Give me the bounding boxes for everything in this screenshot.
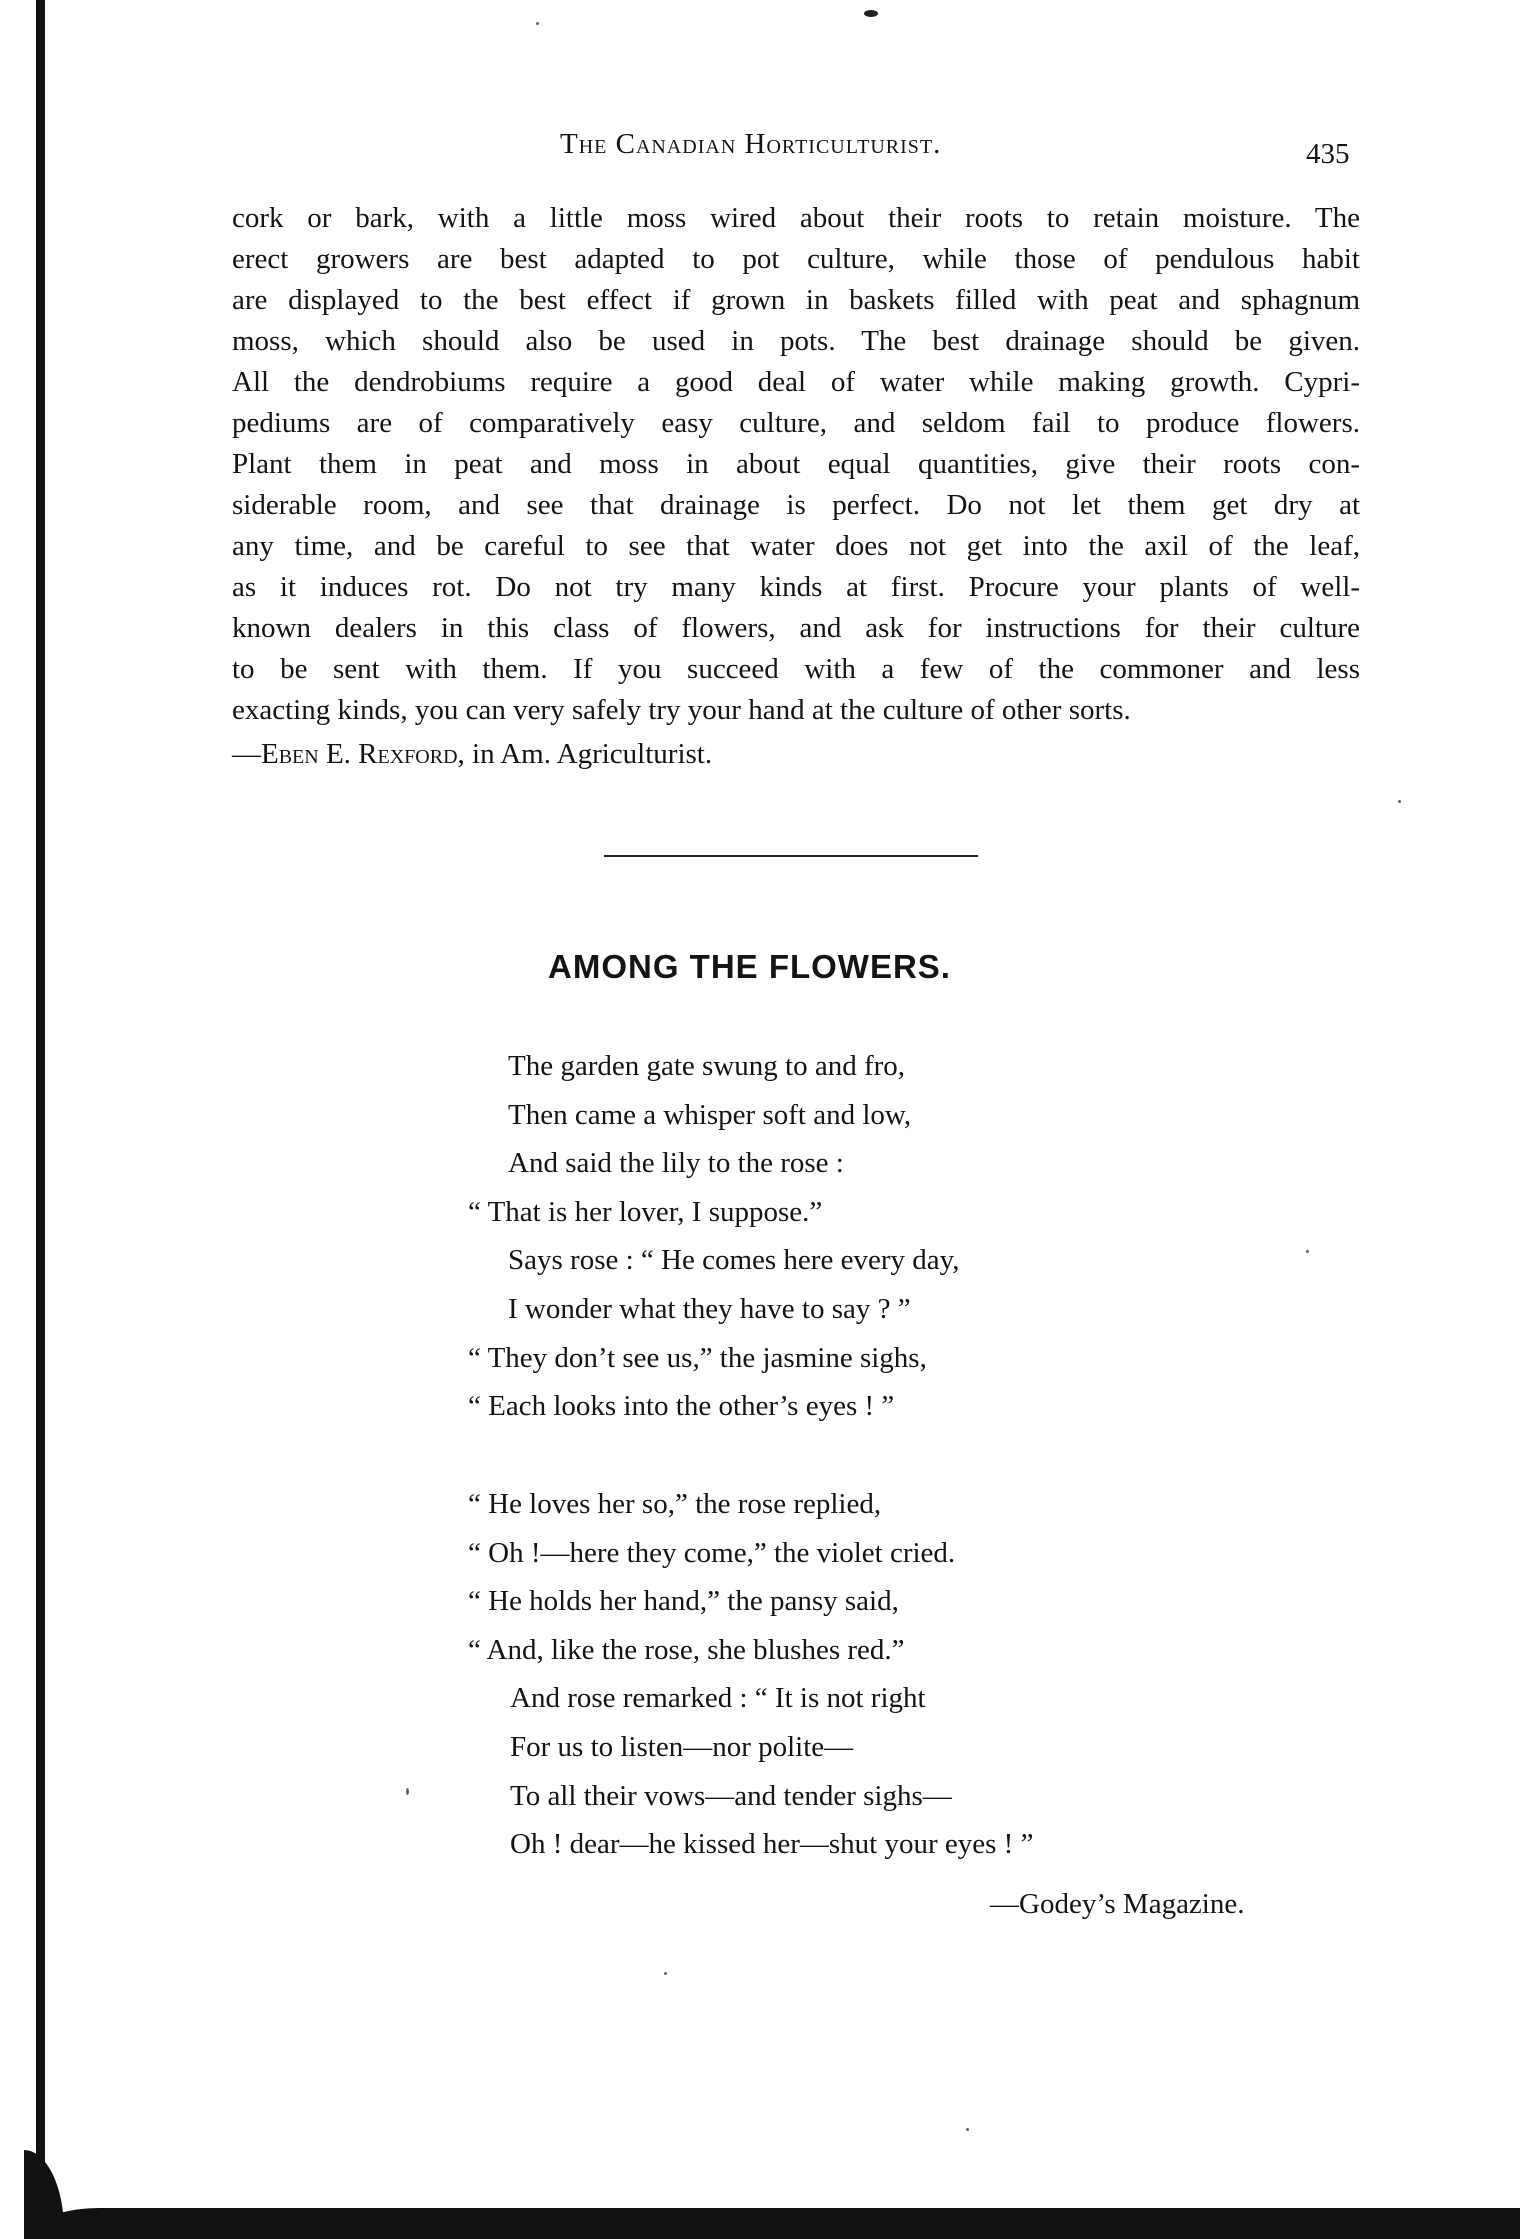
- text-line: All the dendrobiums require a good deal of water while making growth. Cypri-: [232, 366, 1360, 398]
- attribution-source: , in Am. Agriculturist.: [457, 738, 713, 770]
- speck: [664, 1972, 667, 1975]
- page-number: 435: [1306, 138, 1350, 170]
- text-line: are displayed to the best effect if grown in baskets filled with peat and sphagnum: [232, 284, 1360, 316]
- speck: [966, 2128, 969, 2131]
- text-line: pediums are of comparatively easy culture, and seldom fail to produce flowers.: [232, 407, 1360, 439]
- speck: [406, 1788, 409, 1795]
- verse-line: “ And, like the rose, she blushes red.”: [468, 1633, 905, 1666]
- attribution-dash: —: [232, 738, 261, 770]
- text-line: erect growers are best adapted to pot culture, while those of pendulous habit: [232, 243, 1360, 275]
- text-line: Plant them in peat and moss in about equal quantities, give their roots con-: [232, 448, 1360, 480]
- text-line: cork or bark, with a little moss wired about their roots to retain moisture. The: [232, 202, 1360, 234]
- text-line: exacting kinds, you can very safely try your hand at the culture of other sorts.: [232, 694, 1131, 726]
- text-line: siderable room, and see that drainage is perfect. Do not let them get dry at: [232, 489, 1360, 521]
- page-bottom-shadow: [40, 2208, 1520, 2239]
- poem-stanza-2: [468, 1480, 1033, 1869]
- verse-line: “ They don’t see us,” the jasmine sighs,: [468, 1341, 927, 1374]
- verse-line: “ He loves her so,” the rose replied,: [468, 1488, 882, 1520]
- text-line: to be sent with them. If you succeed with a few of the commoner and less: [232, 653, 1360, 685]
- ink-mark: [864, 10, 878, 17]
- text-line: as it induces rot. Do not try many kinds at first. Procure your plants of well-: [232, 571, 1360, 603]
- text-line: moss, which should also be used in pots. The best drainage should be given.: [232, 325, 1360, 357]
- verse-line: And said the lily to the rose :: [508, 1147, 844, 1180]
- verse-line: To all their vows—and tender sighs—: [510, 1779, 952, 1812]
- speck: [1306, 1250, 1309, 1253]
- verse-line: Then came a whisper soft and low,: [508, 1098, 912, 1131]
- verse-line: Says rose : “ He comes here every day,: [508, 1244, 960, 1277]
- poem-credit: —Godey’s Magazine.: [990, 1888, 1245, 1920]
- verse-line: “ Each looks into the other’s eyes ! ”: [468, 1390, 895, 1423]
- verse-line: The garden gate swung to and fro,: [508, 1050, 906, 1082]
- speck: [1398, 800, 1401, 803]
- poem-stanza-1: [468, 1042, 959, 1431]
- poem-title: AMONG THE FLOWERS.: [548, 948, 951, 985]
- binding-shadow: [36, 0, 45, 2239]
- article-attribution: [232, 734, 712, 775]
- article-text: [232, 198, 1360, 731]
- verse-line: “ Oh !—here they come,” the violet cried.: [468, 1536, 956, 1569]
- author-name: Eben E. Rexford: [261, 738, 458, 770]
- verse-line: “ He holds her hand,” the pansy said,: [468, 1585, 899, 1618]
- text-line: known dealers in this class of flowers, and ask for instructions for their culture: [232, 612, 1360, 644]
- verse-line: And rose remarked : “ It is not right: [510, 1682, 926, 1715]
- verse-line: “ That is her lover, I suppose.”: [468, 1195, 823, 1228]
- verse-line: For us to listen—nor polite—: [510, 1730, 854, 1763]
- verse-line: I wonder what they have to say ? ”: [508, 1292, 911, 1325]
- section-divider: [604, 855, 978, 857]
- speck: [536, 22, 539, 25]
- text-line: any time, and be careful to see that water does not get into the axil of the leaf,: [232, 530, 1360, 562]
- verse-line: Oh ! dear—he kissed her—shut your eyes ! ”: [510, 1828, 1034, 1861]
- running-title: The Canadian Horticulturist.: [560, 128, 942, 160]
